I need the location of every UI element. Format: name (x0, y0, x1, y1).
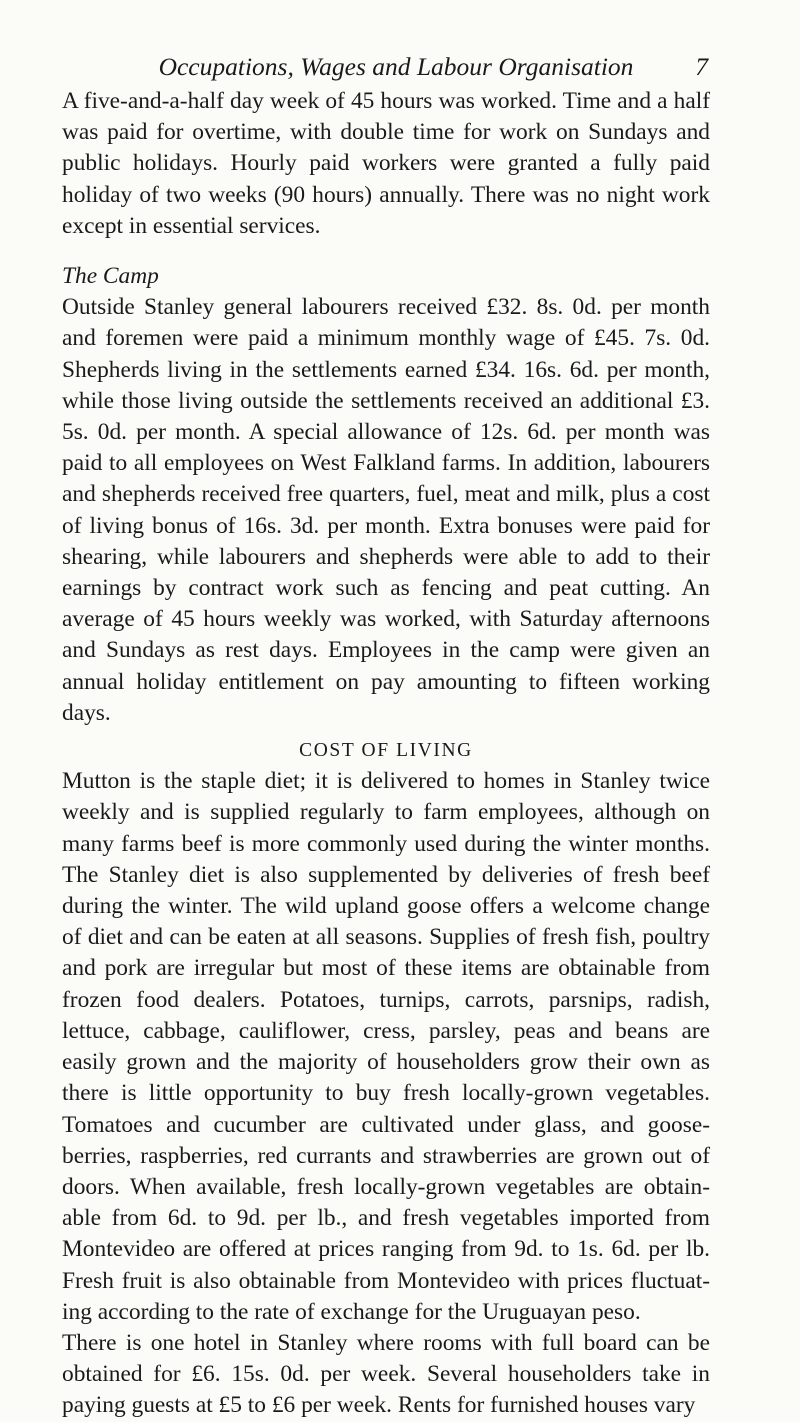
paragraph-diet: Mutton is the staple diet; it is delivered to homes in Stanley twice weekly and is supplied regularly to farm employees, although on many farms beef is more commonly used during the winter months. The Stanley diet is also supplemented by deliveries of fresh beef during the winter. The wild upland goose offers a welcome change of diet and can be eaten at all seasons. Supplies of fresh fish, poultry and pork are irregular but most of these items are obtainable from frozen food dealers. Potatoes, turnips, carrots, parsnips, radish, lettuce, cabbage, cauliflower, cress, parsley, peas and beans are easily grown and the majority of householders grow their own as there is little opportunity to buy fresh locally-grown vegetables. Tomatoes and cucumber are cultivated under glass, and goose-berries, raspberries, red currants and strawberries are grown out of doors. When available, fresh locally-grown vegetables are obtain-able from 6d. to 9d. per lb., and fresh vegetables imported from Montevideo are offered at prices ranging from 9d. to 1s. 6d. per lb. Fresh fruit is also obtainable from Montevideo with prices fluctuat-ing according to the rate of exchange for the Uruguayan peso. (62, 768, 710, 1325)
page-number: 7 (695, 52, 708, 81)
section-heading-cost-of-living: COST OF LIVING (299, 740, 473, 762)
paragraph-hotel: There is one hotel in Stanley where rooms with full board can be obtained for £6. 15s. 0d. per week. Several householders take in paying guests at £5 to £6 per week. Rents for furnished houses vary (62, 1329, 710, 1419)
paragraph-hours: A five-and-a-half day week of 45 hours was worked. Time and a half was paid for overtime, with double time for work on Sundays and public holidays. Hourly paid workers were granted a fully paid holiday of two weeks (90 hours) annually. There was no night work except in essential services. (62, 88, 710, 239)
section-heading-the-camp: The Camp (62, 263, 159, 290)
body-text (62, 86, 710, 1422)
running-header (62, 50, 710, 86)
paragraph-camp-wages: Outside Stanley general labourers received £32. 8s. 0d. per month and foremen were paid a minimum monthly wage of £45. 7s. 0d. Shepherds living in the settlements earned £34. 16s. 6d. per month, while those living outside the settlements received an additional £3. 5s. 0d. per month. A special allowance of 12s. 6d. per month was paid to all employees on West Falkland farms. In addition, labourers and shepherds received free quarters, fuel, meat and milk, plus a cost of living bonus of 16s. 3d. per month. Extra bonuses were paid for shearing, while labourers and shepherds were able to add to their earnings by contract work such as fencing and peat cutting. An average of 45 hours weekly was worked, with Saturday afternoons and Sundays as rest days. Employees in the camp were given an annual holiday entitlement on pay amounting to fifteen working days. (62, 294, 710, 726)
running-title: Occupations, Wages and Labour Organisation (158, 52, 634, 81)
